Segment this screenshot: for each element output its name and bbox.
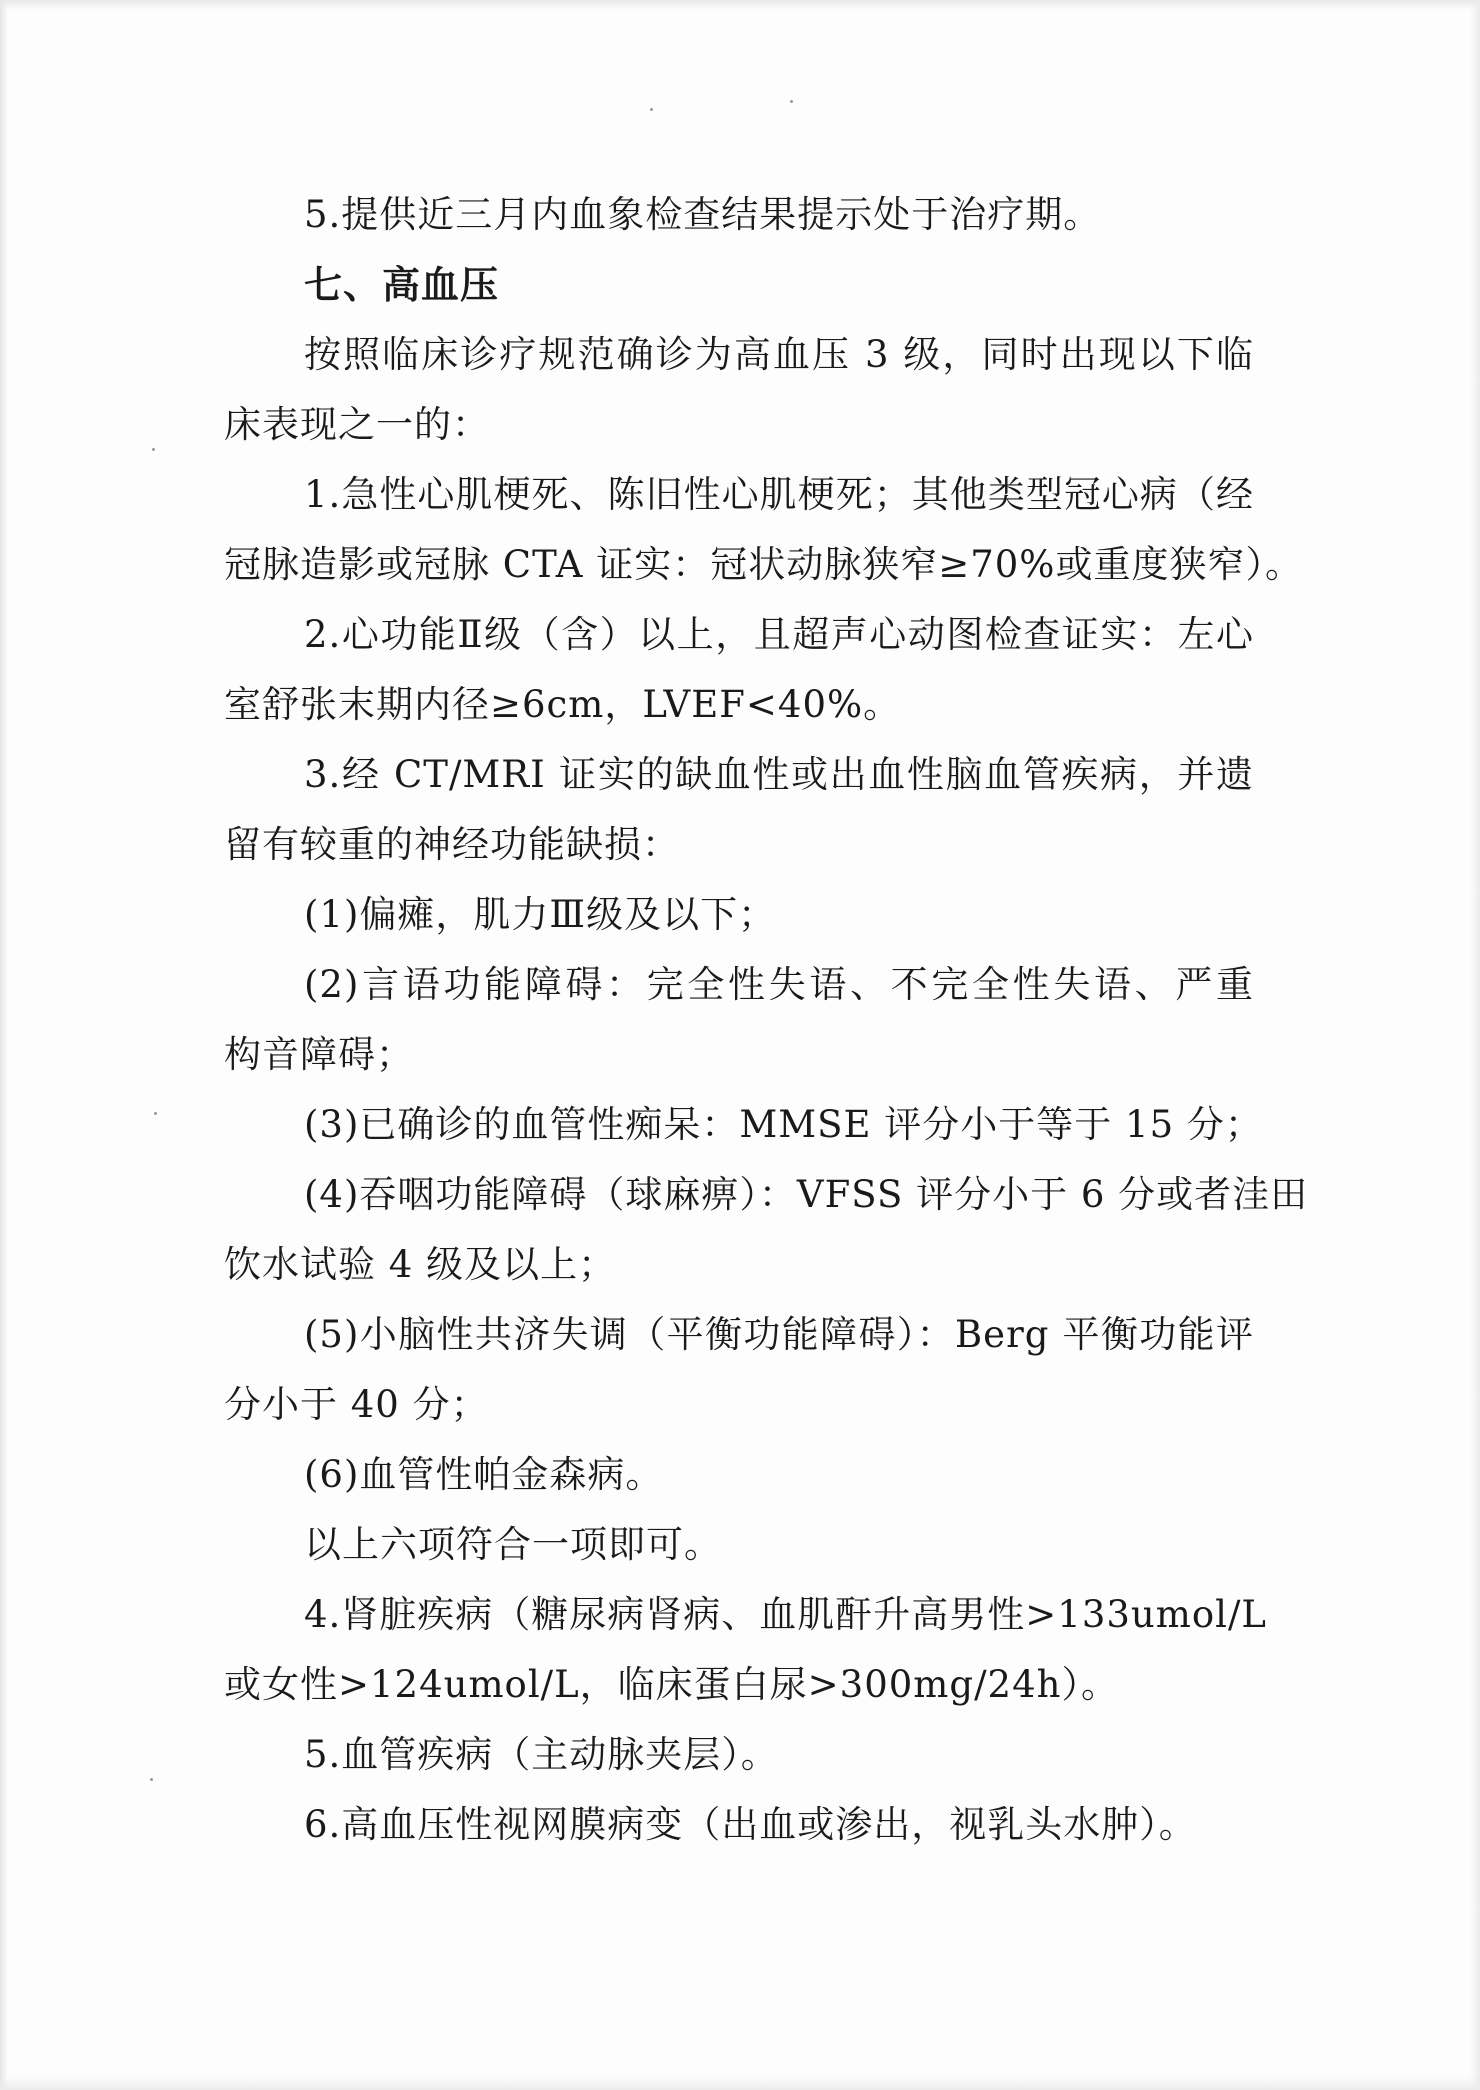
text-line: 床表现之一的：	[224, 403, 490, 446]
text-line: (5)小脑性共济失调（平衡功能障碍）：Berg 平衡功能评	[304, 1313, 1254, 1356]
section-heading: 七、高血压	[304, 263, 500, 307]
text-line: (6)血管性帕金森病。	[304, 1453, 664, 1496]
text-line: 冠脉造影或冠脉 CTA 证实：冠状动脉狭窄≥70%或重度狭窄）。	[224, 543, 1303, 586]
text-line: (1)偏瘫，肌力Ⅲ级及以下；	[304, 893, 777, 936]
scan-edge-bottom	[0, 2076, 1480, 2090]
document-body	[224, 180, 1309, 1860]
text-line: 5.提供近三月内血象检查结果提示处于治疗期。	[304, 193, 1102, 236]
text-line: 分小于 40 分；	[224, 1383, 489, 1426]
scan-speck	[790, 100, 793, 103]
scan-speck	[650, 108, 653, 111]
text-line: 5.血管疾病（主动脉夹层）。	[304, 1733, 779, 1776]
text-line: 6.高血压性视网膜病变（出血或渗出，视乳头水肿）。	[304, 1803, 1197, 1846]
text-line: 饮水试验 4 级及以上；	[224, 1243, 617, 1286]
text-line: 按照临床诊疗规范确诊为高血压 3 级，同时出现以下临	[304, 333, 1254, 376]
text-line: (4)吞咽功能障碍（球麻痹）：VFSS 评分小于 6 分或者洼田	[304, 1173, 1309, 1216]
scan-speck	[154, 1112, 157, 1115]
scan-speck	[152, 448, 155, 451]
text-line: (2)言语功能障碍：完全性失语、不完全性失语、严重	[304, 963, 1254, 1006]
text-line: 2.心功能Ⅱ级（含）以上，且超声心动图检查证实：左心	[304, 613, 1254, 656]
scan-edge-top	[0, 0, 1480, 10]
text-line: (3)已确诊的血管性痴呆：MMSE 评分小于等于 15 分；	[304, 1103, 1263, 1146]
text-line: 4.肾脏疾病（糖尿病肾病、血肌酐升高男性>133umol/L	[304, 1593, 1267, 1636]
text-line: 室舒张末期内径≥6cm，LVEF<40%。	[224, 683, 902, 726]
text-line: 3.经 CT/MRI 证实的缺血性或出血性脑血管疾病，并遗	[304, 753, 1254, 796]
text-line: 构音障碍；	[224, 1033, 414, 1076]
text-line: 留有较重的神经功能缺损：	[224, 823, 680, 866]
scan-edge-left	[0, 0, 8, 2090]
text-line: 或女性>124umol/L，临床蛋白尿>300mg/24h）。	[224, 1663, 1119, 1706]
scan-edge-right	[1470, 0, 1480, 2090]
scan-speck	[150, 1778, 153, 1781]
text-line: 以上六项符合一项即可。	[304, 1523, 722, 1566]
text-line: 1.急性心肌梗死、陈旧性心肌梗死；其他类型冠心病（经	[304, 473, 1254, 516]
